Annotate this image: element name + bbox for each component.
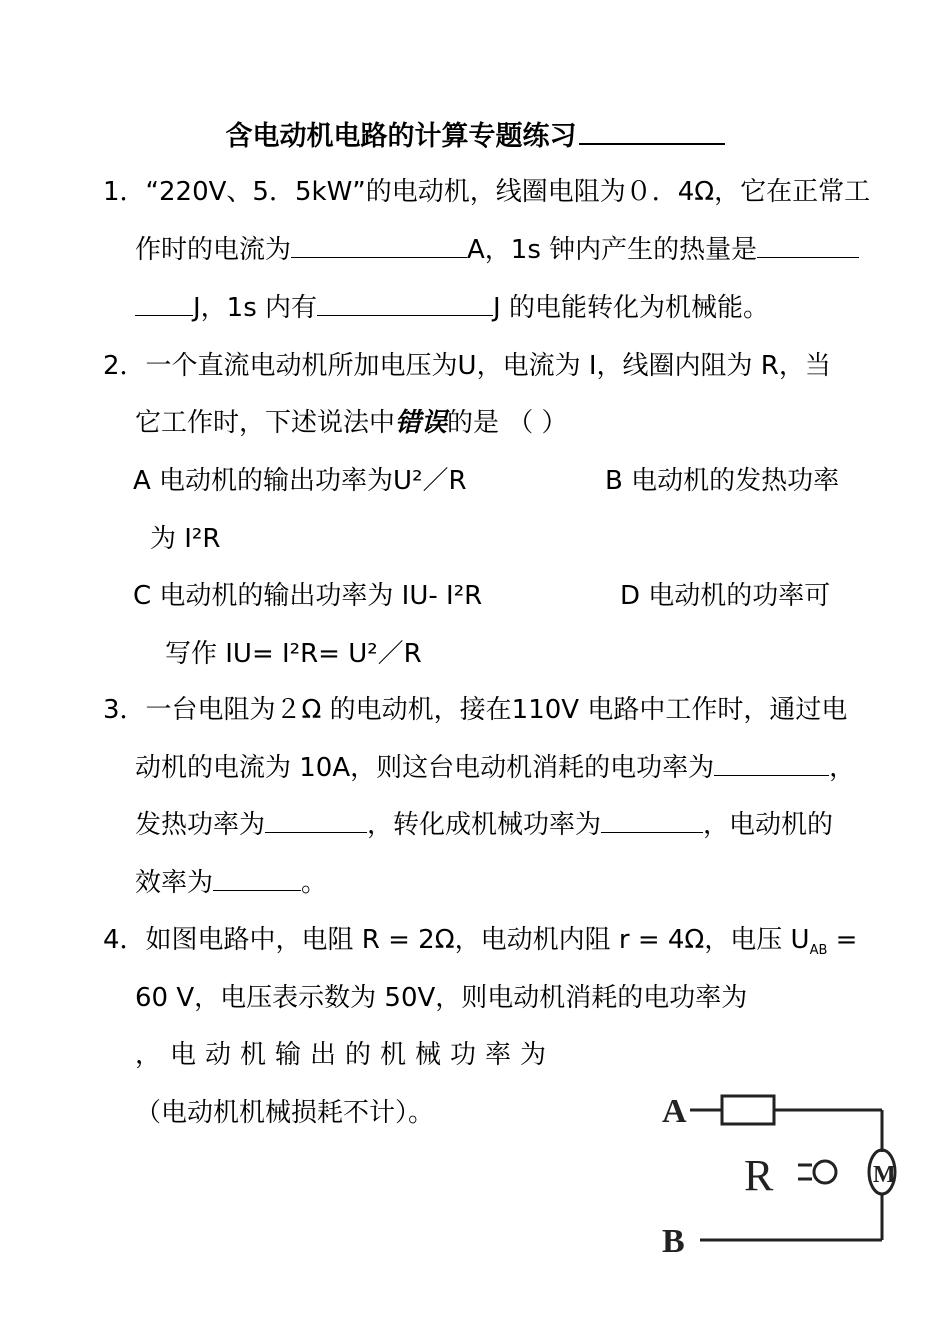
- q1-blank-current: [291, 233, 467, 258]
- label-r: R: [744, 1151, 774, 1200]
- label-m: M: [873, 1162, 896, 1188]
- q1-blank-energy: [317, 291, 493, 316]
- q3-text-comma: ，: [829, 753, 856, 783]
- q3-text-mech: ，转化成机械功率为: [367, 810, 602, 840]
- q2-option-c: C 电动机的输出功率为 IU- I²R: [133, 581, 483, 611]
- page-title: [0, 115, 950, 157]
- q3-text-power: 动机的电流为 10A，则这台电动机消耗的电功率为: [135, 753, 715, 783]
- q2-option-b: B 电动机的发热功率: [605, 466, 840, 496]
- q3-text-eff: ，电动机的: [703, 810, 834, 840]
- q1-line-2: [135, 230, 859, 270]
- q2-line-2: [135, 403, 568, 443]
- q3-blank-heat: [265, 808, 367, 833]
- q3-line-4: [135, 863, 327, 903]
- q2-text-a: 它工作时，下述说法中: [135, 408, 396, 438]
- title-text: 含电动机电路的计算专题练习: [225, 121, 577, 152]
- q4-subscript-ab: AB: [809, 943, 828, 959]
- q3-text-end: 。: [301, 868, 328, 898]
- q4-text-line2: 60 V，电压表示数为 50V，则电动机消耗的电功率为: [135, 983, 748, 1013]
- q1-text-heat: A，1s 钟内产生的热量是: [467, 235, 758, 265]
- q3-blank-efficiency: [213, 866, 301, 891]
- q2-line-1: 2．一个直流电动机所加电压为U，电流为 I，线圈内阻为 R，当: [103, 351, 831, 381]
- q1-blank-heat-b: [135, 291, 193, 316]
- label-a: A: [662, 1093, 687, 1130]
- q3-blank-power: [714, 751, 829, 776]
- q1-line-3: [135, 288, 769, 328]
- q3-line-1: 3．一台电阻为２Ω 的电动机，接在110V 电路中工作时，通过电: [103, 695, 848, 725]
- q3-line-3: [135, 805, 833, 845]
- q3-text-efficiency: 效率为: [135, 868, 214, 898]
- q4-line-1: [103, 920, 857, 960]
- q2-option-b-cont: 为 I²R: [150, 524, 221, 554]
- q4-line-2: [135, 978, 747, 1018]
- q1-blank-heat-a: [757, 233, 859, 258]
- q1-line-1: 1．“220V、5．5kW”的电动机，线圈电阻为０．4Ω，它在正常工: [103, 177, 871, 207]
- q1-text-energy: J，1s 内有: [193, 293, 318, 323]
- title-blank: [579, 115, 725, 145]
- voltmeter-symbol: [814, 1161, 836, 1183]
- q2-option-d: D 电动机的功率可: [620, 581, 831, 611]
- circuit-diagram: [660, 1090, 910, 1260]
- q4-line-3: ，电动机输出的机械功率为: [135, 1040, 556, 1070]
- label-b: B: [662, 1223, 685, 1260]
- q2-option-d-cont: 写作 IU= I²R= U²／R: [165, 639, 422, 669]
- q3-text-heat: 发热功率为: [135, 810, 266, 840]
- q3-line-2: [135, 748, 855, 788]
- q4-text-a: 4．如图电路中，电阻 R = 2Ω，电动机内阻 r = 4Ω，电压 U: [103, 925, 810, 955]
- q2-text-b: 的是 （ ）: [447, 408, 568, 438]
- q4-text-b: =: [827, 925, 858, 955]
- q1-text-mech: J 的电能转化为机械能。: [493, 293, 769, 323]
- q2-emphasis-wrong: 错误: [395, 408, 448, 438]
- resistor-symbol: [722, 1096, 774, 1124]
- q3-blank-mech: [601, 808, 703, 833]
- q1-text-current: 作时的电流为: [135, 235, 292, 265]
- q2-option-a: A 电动机的输出功率为U²／R: [133, 466, 467, 496]
- q4-line-4: （电动机机械损耗不计）。: [135, 1098, 435, 1128]
